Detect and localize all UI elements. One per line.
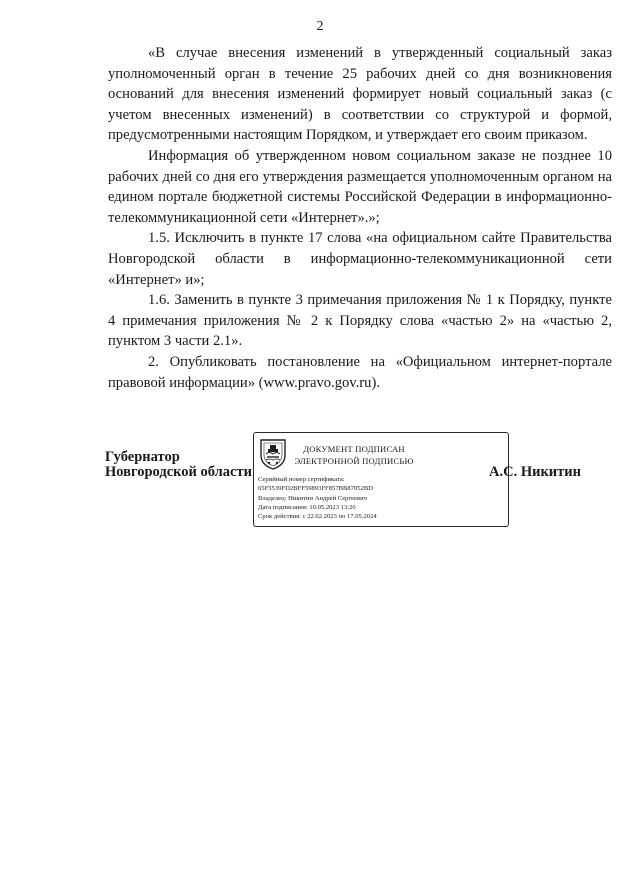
- novgorod-coat-of-arms-icon: [259, 438, 287, 470]
- stamp-heading-line2: ЭЛЕКТРОННОЙ ПОДПИСЬЮ: [294, 456, 414, 466]
- paragraph-social-order-changes: «В случае внесения изменений в утвержденный социальный заказ уполномоченный орган в течение 25 рабочих дней со дня возникновения оснований для внесения изменений формирует новый социальный заказ (с учетом внесенных изменений) в соответствии со структурой и формой, предусмотренными настоящим Порядком, и утверждает его своим приказом.: [108, 45, 612, 144]
- signer-title-line2: Новгородской области: [105, 464, 252, 480]
- signature-block: [0, 432, 640, 532]
- stamp-heading: [294, 443, 414, 467]
- stamp-heading-line1: ДОКУМЕНТ ПОДПИСАН: [303, 444, 405, 454]
- stamp-owner: Владелец: Никитин Андрей Сергеевич: [258, 494, 367, 502]
- stamp-cert-label: Серийный номер сертификата:: [258, 476, 345, 483]
- signer-title-line1: Губернатор: [105, 449, 180, 465]
- signer-title: [105, 450, 252, 480]
- paragraph-item-1-6: 1.6. Заменить в пункте 3 примечания приложения № 1 к Порядку, пункте 4 примечания приложения № 2 к Порядку слова «частью 2» на «частью 2, пунктом 3 части 2.1».: [108, 292, 612, 350]
- electronic-signature-stamp: [253, 432, 509, 527]
- document-body: [108, 43, 612, 393]
- page-number: 2: [316, 19, 324, 34]
- stamp-signed-date: Дата подписания: 10.05.2023 13:26: [258, 503, 356, 511]
- stamp-certificate-details: [258, 475, 377, 521]
- paragraph-info-publication: Информация об утвержденном новом социальном заказе не позднее 10 рабочих дней со дня его утверждения размещается уполномоченным органом на едином портале бюджетной системы Российской Федерации в информационно-телекоммуникационной сети «Интернет».»;: [108, 147, 612, 226]
- stamp-cert-number: 65F5539FD2BFF59893FF857BB87052BD: [258, 485, 374, 493]
- signer-name: А.С. Никитин: [489, 464, 581, 480]
- stamp-validity: Срок действия: с 22.02.2023 по 17.05.2024: [258, 513, 377, 521]
- paragraph-item-2: 2. Опубликовать постановление на «Официальном интернет-портале правовой информации» (www.pravo.gov.ru).: [108, 353, 612, 391]
- paragraph-item-1-5: 1.5. Исключить в пункте 17 слова «на официальном сайте Правительства Новгородской области в информационно-телекоммуникационной сети «Интернет» и»;: [108, 230, 612, 288]
